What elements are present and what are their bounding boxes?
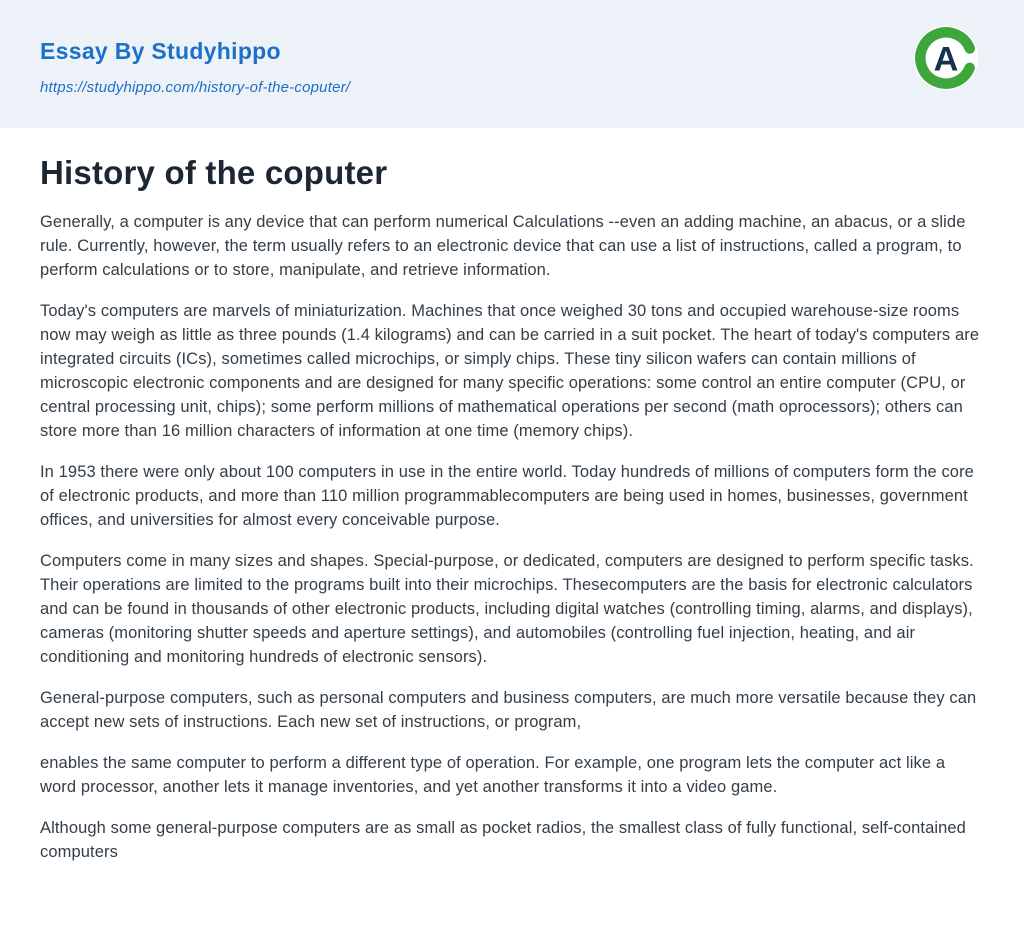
essay-paragraph-5: General-purpose computers, such as personal computers and business computers, are much more versatile because they can accept new sets of instructions. Each new set of instructions, or program, [40, 689, 977, 731]
essay-paragraph-3: In 1953 there were only about 100 computers in use in the entire world. Today hundreds of millions of computers form the core of electronic products, and more than 110 million programmablecomputers are being used in homes, businesses, government offices, and universities for almost every conceivable purpose. [40, 463, 974, 529]
essay-paragraph-1: Generally, a computer is any device that can perform numerical Calculations --even an adding machine, an abacus, or a slide rule. Currently, however, the term usually refers to an electronic device that can use a list of instructions, called a program, to perform calculations or to store, manipulate, and retrieve information. [40, 213, 966, 279]
site-title: Essay By Studyhippo [40, 38, 281, 64]
header-text [40, 38, 984, 97]
source-url-link[interactable]: https://studyhippo.com/history-of-the-coputer/ [40, 79, 351, 96]
essay-paragraph-4: Computers come in many sizes and shapes. Special-purpose, or dedicated, computers are designed to perform specific tasks. Their operations are limited to the programs built into their microchips. Thesecomputers are the basis for electronic calculators and can be found in thousands of other electronic products, including digital watches (controlling timing, alarms, and displays), cameras (monitoring shutter speeds and aperture settings), and automobiles (controlling fuel injection, heating, and air conditioning and monitoring hundreds of electronic sensors). [40, 552, 974, 666]
studyhippo-logo-icon [908, 20, 984, 96]
essay-title: History of the coputer [40, 154, 388, 191]
essay-content [0, 128, 1024, 864]
essay-paragraph-2: Today's computers are marvels of miniaturization. Machines that once weighed 30 tons and occupied warehouse-size rooms now may weigh as little as three pounds (1.4 kilograms) and can be carried in a suit pocket. The heart of today's computers are integrated circuits (ICs), sometimes called microchips, or simply chips. These tiny silicon wafers can contain millions of microscopic electronic components and are designed for many specific operations: some control an entire computer (CPU, or central processing unit, chips); some perform millions of mathematical operations per second (math oprocessors); others can store more than 16 million characters of information at one time (memory chips). [40, 302, 980, 440]
essay-paragraph-7: Although some general-purpose computers are as small as pocket radios, the smallest class of fully functional, self-contained computers [40, 819, 966, 861]
logo-letter: A [933, 40, 959, 79]
essay-paragraph-6: enables the same computer to perform a different type of operation. For example, one program lets the computer act like a word processor, another lets it manage inventories, and yet another transforms it into a video game. [40, 754, 946, 796]
header [0, 0, 1024, 128]
